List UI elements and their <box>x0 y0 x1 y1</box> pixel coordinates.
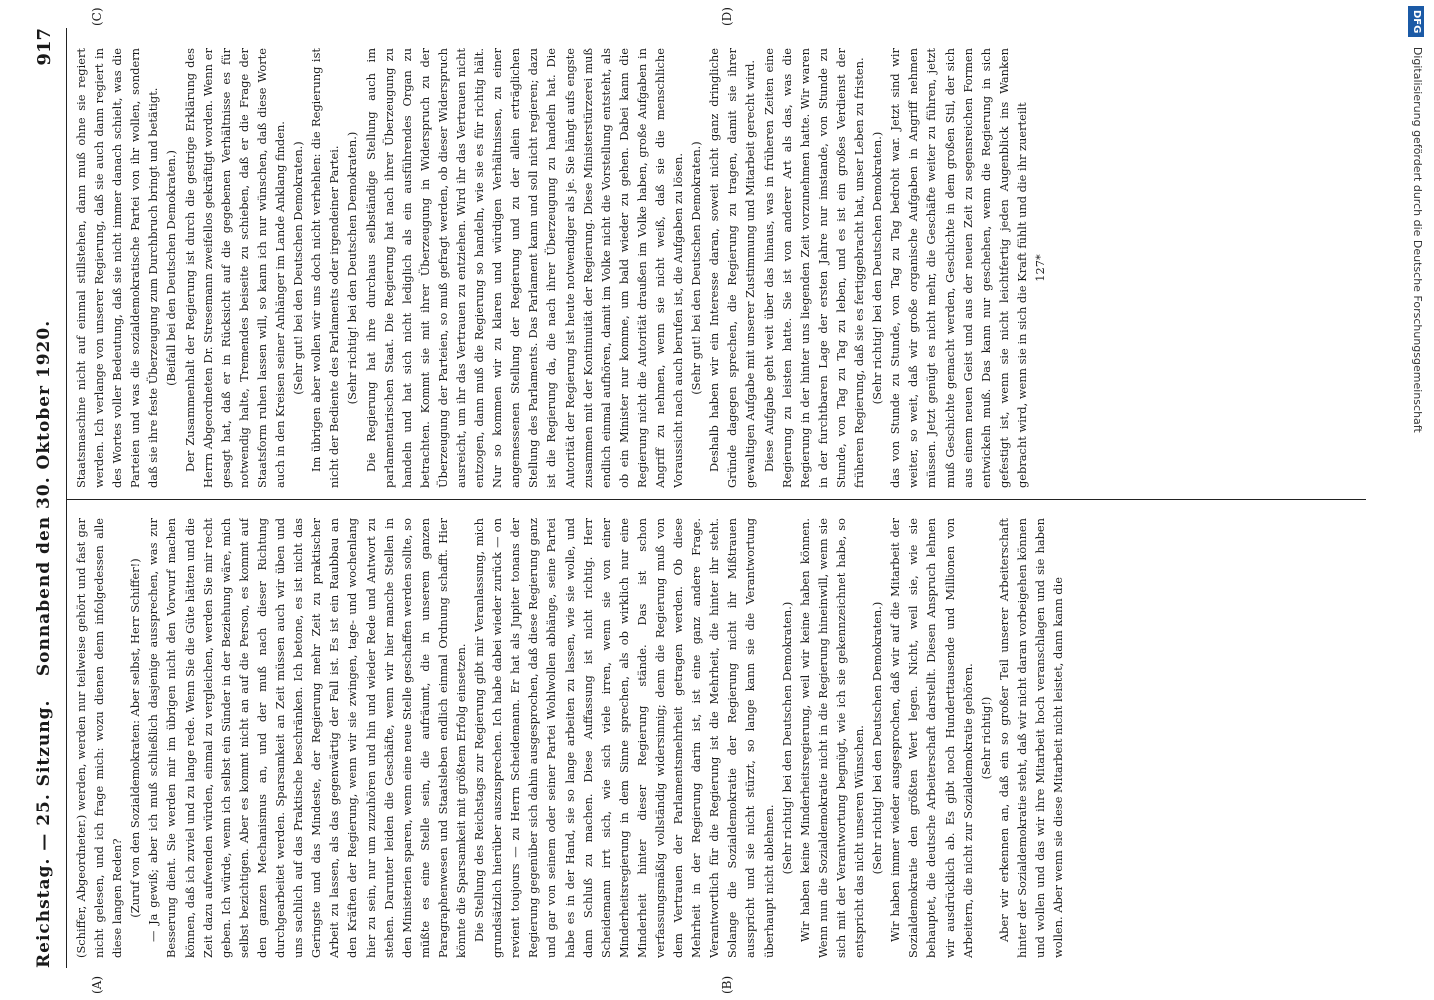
margin-marker-d: (D) <box>720 7 734 26</box>
paragraph: Diese Aufgabe geht weit über das hinaus, was in früheren Zeiten eine Regierung zu leisten hatte. Sie ist von anderer Art als das, was die Regierung in der hinter uns liegenden Zeit vorzunehmen hatte. Wir waren in der furchtbaren Lage der ersten Jahre nur imstande, von Stunde zu Stunde, von Tag zu Tag zu leben, und es ist ein großes Verdienst der früheren Regierung, daß sie es fertiggebracht hat, unser Leben zu fristen. <box>761 48 867 488</box>
column-divider <box>66 499 1366 500</box>
paragraph: Die Regierung hat ihre durchaus selbständige Stellung auch im parlamentarischen Staat. Die Regierung hat nach ihrer Überzeugung zu handeln und hat sich nicht lediglich als ein ausführendes Organ zu betrachten. Kommt sie mit ihrer Überzeugung in Widerspruch zu der Überzeugung der Parteien, so muß gefragt werden, ob dieser Widerspruch ausreicht, um ihr das Vertrauen zu entziehen. Wird ihr das Vertrauen nicht entzogen, dann muß die Regierung so handeln, wie sie es für richtig hält. Nur so kommen wir zu klaren und würdigen Verhältnissen, zu einer angemessenen Stellung der Regierung und zu der allein erträglichen Stellung des Parlaments. Das Parlament kann und soll nicht regieren; dazu ist die Regierung da, die nach ihrer Überzeugung zu handeln hat. Die Autorität der Regierung ist heute notwendiger als je. Sie hängt aufs engste zusammen mit der Kontinuität der Regierung. Diese Ministerstürzerei muß endlich einmal aufhören, damit im Volke nicht die Vorstellung entsteht, als ob ein Minister nur komme, um bald wieder zu gehen. Dabei kann die Regierung nicht die Autorität draußen im Volke haben, große Aufgaben in Angriff zu nehmen, wenn sie nicht weiß, daß sie die menschliche Voraussicht nach auch berufen ist, die Aufgaben zu lösen. <box>363 48 686 488</box>
margin-marker-b: (B) <box>720 975 734 994</box>
paragraph: Der Zusammenhalt der Regierung ist durch die gestrige Erklärung des Herrn Abgeordneten Dr. Stresemann zweifellos gekräftigt worden. Wenn er gesagt hat, daß er in Rücksicht auf die gegebenen Verhältnisse es für notwendig halte, Tremendes beiseite zu schieben, daß er die Frage der Staatsform ruhen lassen will, so kann ich nur wünschen, daß diese Worte auch in den Kreisen seiner Anhänger im Lande Anklang finden. <box>182 48 288 488</box>
paragraph: (Schiffer, Abgeordneter.) werden, werden nur teilweise gehört und fast gar nicht gelesen, und ich frage mich: wozu dienen denn infolgedessen alle diese langen Reden? <box>74 518 125 958</box>
interjection: (Sehr richtig! bei den Deutschen Demokraten.) <box>779 601 794 875</box>
interjection: (Sehr gut! bei den Deutschen Demokraten.) <box>689 141 704 395</box>
left-text-column <box>72 518 1362 958</box>
page-number: 917 <box>34 28 55 66</box>
interjection: (Zuruf von den Sozialdemokraten: Aber selbst, Herr Schiffer!) <box>128 558 143 918</box>
paragraph: Wir haben immer wieder ausgesprochen, daß wir auf die Mitarbeit der Sozialdemokratie den größten Wert legen. Nicht, weil sie, wie sie behauptet, die deutsche Arbeiterschaft darstellt. Diesen Anspruch lehnen wir ausdrücklich ab. Es gibt noch Hunderttausende und Millionen von Arbeitern, die nicht zur Sozialdemokratie gehören. <box>888 518 975 958</box>
interjection: (Sehr richtig! bei den Deutschen Demokraten.) <box>345 131 360 405</box>
paragraph: Aber wir erkennen an, daß ein so großer Teil unserer Arbeiterschaft hinter der Sozialdemokratie steht, daß wir nicht daran vorbeigehen können und wollen und das wir ihre Mitarbeit hoch veranschlagen und sie haben wollen. Aber wenn sie diese Mitarbeit nicht leistet, dann kann die <box>996 518 1066 958</box>
header-left: Reichstag. — 25. Sitzung. <box>34 699 54 968</box>
dfg-logo: DFG <box>1408 6 1424 37</box>
running-header <box>34 28 60 968</box>
credit-text: Digitalisierung gefördert durch die Deutsche Forschungsgemeinschaft <box>1411 46 1424 433</box>
paragraph: Deshalb haben wir ein Interesse daran, soweit nicht ganz dringliche Gründe dagegen sprechen, die Regierung zu tragen, damit sie ihrer gewaltigen Aufgabe mit unserer Zustimmung und Mitarbeit gerecht wird. <box>707 48 758 488</box>
margin-marker-a: (A) <box>90 975 104 994</box>
interjection: (Sehr richtig! bei den Deutschen Demokraten.) <box>870 601 885 875</box>
paragraph: das von Stunde zu Stunde, von Tag zu Tag bedroht war. Jetzt sind wir weiter, so weit, daß wir große organische Aufgaben in Angriff nehmen müssen. Jetzt genügt es nicht mehr, die Geschäfte weiter zu führen, jetzt muß Geschichte gemacht werden, Geschichte in dem großen Stil, der sich aus einem neuen Geist und aus der neuen Zeit zu segensreichen Formen entwickeln muß. Das kann nur geschehen, wenn die Regierung in sich gefestigt ist, wenn sie nicht leichtfertig jeden Augenblick ins Wanken gebracht wird, wenn sie in sich die Kraft fühlt und die ihr zuerteilt <box>888 48 1029 488</box>
digitization-credit <box>1406 6 1428 994</box>
interjection: (Beifall bei den Deutschen Demokraten.) <box>164 150 179 386</box>
paragraph: Die Stellung des Reichstags zur Regierung gibt mir Veranlassung, mich grundsätzlich hierüber auszusprechen. Ich habe dabei wieder zurück — on revient toujours — zu Herrn Scheidemann. Er hat als Jupiter tonans der Regierung gegenüber sich dahin ausgesprochen, daß diese Regierung ganz und gar von seinem oder seiner Partei Wohlwollen abhänge, seine Partei habe es in der Hand, sie so lange arbeiten zu lassen, wie sie wolle, und dann Schluß zu machen. Diese Auffassung ist nicht richtig. Herr Scheidemann irrt sich, wie sich viele irren, wenn sie von einer Minderheitsregierung in dem Sinne sprechen, als ob wirklich nur eine Minderheit hinter dieser Regierung stände. Das ist schon verfassungsmäßig vollständig widersinnig; denn die Regierung muß von dem Vertrauen der Parlamentsmehrheit getragen werden. Ob diese Mehrheit in der Regierung darin ist, ist eine ganz andere Frage. Verantwortlich für die Regierung ist die Mehrheit, die hinter ihr steht. Solange die Sozialdemokratie der Regierung nicht ihr Mißtrauen ausspricht und sie nicht stürzt, so lange kann sie die Verantwortung überhaupt nicht ablehnen. <box>472 518 776 958</box>
interjection: (Sehr gut! bei den Deutschen Demokraten.) <box>291 141 306 395</box>
signature-mark: 127* <box>1032 254 1047 282</box>
paragraph: Wir haben keine Minderheitsregierung, weil wir keine haben können. Wenn nun die Sozialdemokratie nicht in die Regierung hineinwill, wenn sie sich mit der Verantwortung begnügt, wie ich sie gekennzeichnet habe, so entspricht das nicht unseren Wünschen. <box>797 518 867 958</box>
paragraph: Im übrigen aber wollen wir uns doch nicht verhehlen: die Regierung ist nicht der Bediente des Parlaments oder irgendeiner Partei. <box>309 48 342 488</box>
paragraph: Staatsmaschine nicht auf einmal stillstehen, dann muß ohne sie regiert werden. Ich verlange von unserer Regierung, daß sie auch dann regiert in des Wortes voller Bedeutung, daß sie nicht immer danach schielt, was die Parteien und was die sozialdemokratische Partei von ihr wollen, sondern daß sie ihre feste Überzeugung zum Durchbruch bringt und betätigt. <box>74 48 161 488</box>
interjection: (Sehr richtig!) <box>978 696 993 780</box>
margin-marker-c: (C) <box>90 7 104 26</box>
header-rule <box>66 28 67 968</box>
interjection: (Sehr richtig! bei den Deutschen Demokraten.) <box>870 131 885 405</box>
paragraph: — Ja gewiß; aber ich muß schließlich dasjenige aussprechen, was zur Besserung dient. Sie werden mir im übrigen nicht den Vorwurf machen können, daß ich zuviel und zu lange rede. Wenn Sie die Güte hätten und die Zeit dazu aufwenden würden, einmal zu vergleichen, werden Sie mir recht geben. Ich würde, wenn ich selbst ein Sünder in der Beziehung wäre, mich selbst bezichtigen. Aber es kommt nicht an auf die Person, es kommt auf den ganzen Mechanismus an, und der muß nach dieser Richtung durchgearbeitet werden. Sparsamkeit an Zeit müssen auch wir üben und uns sachlich auf das Praktische beschränken. Ich betone, es ist nicht das Geringste und das Mindeste, der Regierung mehr Zeit zu praktischer Arbeit zu lassen, als das gegenwärtig der Fall ist. Es ist ein Raubbau an den Kräften der Regierung, wenn wir sie zwingen, tage- und wochenlang hier zu sein, nur um zuzuhören und hin und wieder Rede und Antwort zu stehen. Darunter leiden die Geschäfte, wenn wir hier manche Stellen in den Ministerien sparen, wenn eine neue Stelle geschaffen werden sollte, so müßte es eine Stelle sein, die aufräumt, die in unserem ganzen Paragraphenwesen und Staatsleben endlich einmal Ordnung schafft. Hier könnte die Sparsamkeit mit größtem Erfolg einsetzen. <box>146 518 468 958</box>
right-text-column <box>72 48 1362 488</box>
header-date: Sonnabend den 30. Oktober 1920. <box>34 319 54 677</box>
